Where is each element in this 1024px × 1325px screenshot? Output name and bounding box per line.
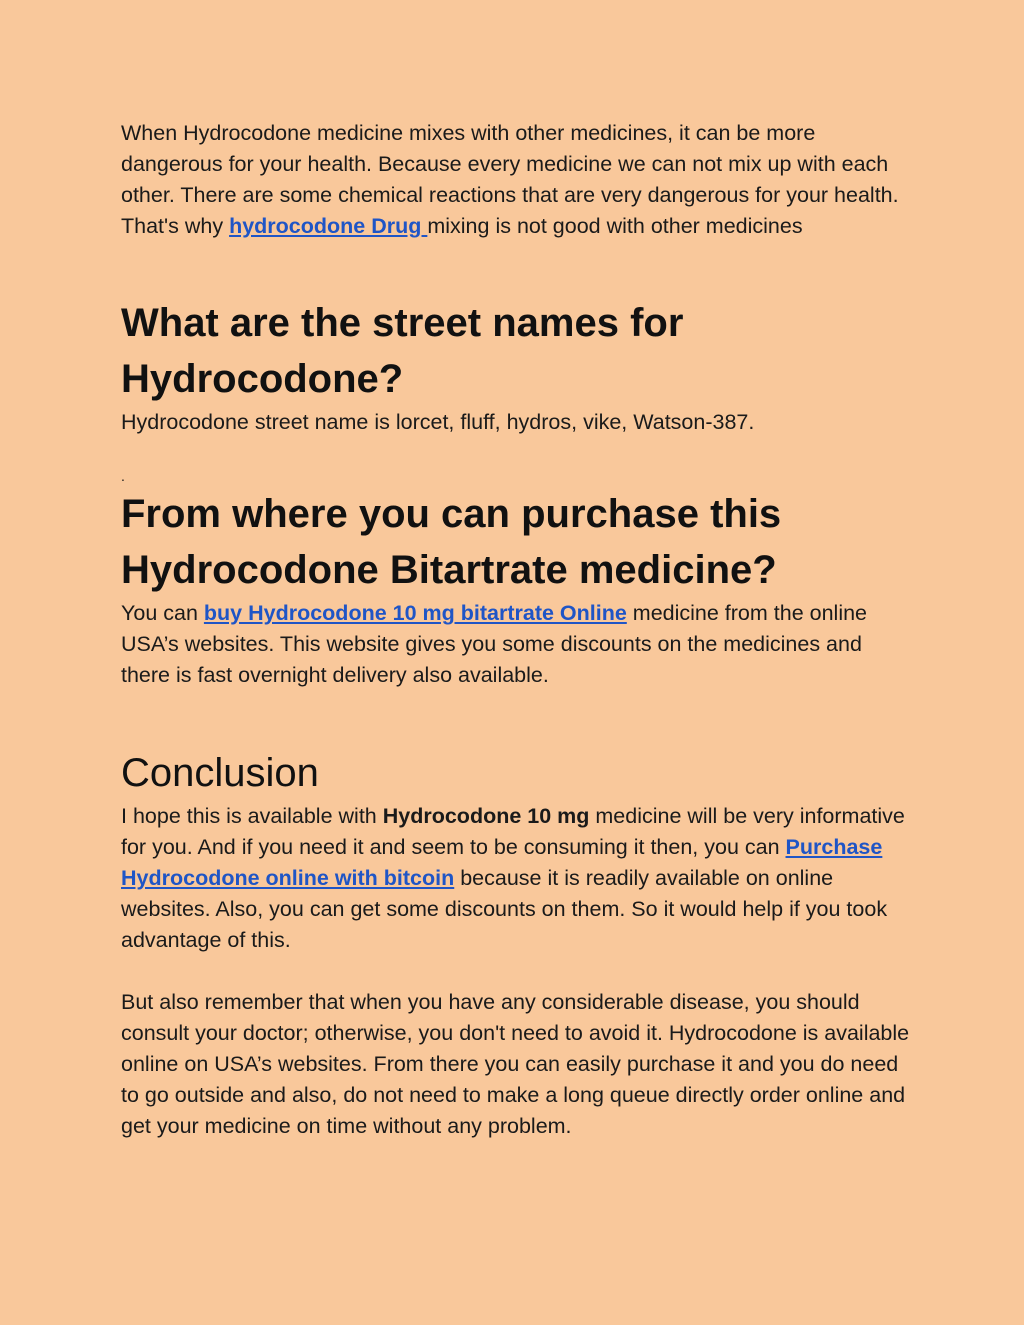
conclusion-paragraph: I hope this is available with Hydrocodone 10 mg medicine will be very informative for you. And if you need it and seem to be consuming it then, you can Purchase Hydrocodone online with bitcoin because it is readily available on online websites. Also, you can get some discounts on them. So it would help if you took advantage of this.: [121, 804, 905, 952]
purchase-bitcoin-link[interactable]: Purchase Hydrocodone online with bitcoin: [121, 835, 883, 890]
purchase-paragraph: You can buy Hydrocodone 10 mg bitartrate Online medicine from the online USA’s websites. This website gives you some discounts on the medicines and there is fast overnight delivery also available.: [121, 601, 868, 687]
hydrocodone-10mg-bold: Hydrocodone 10 mg: [382, 804, 590, 828]
hydrocodone-drug-link[interactable]: hydrocodone Drug: [229, 214, 428, 238]
street-names-heading: What are the street names for Hydrocodone?: [121, 301, 684, 401]
final-paragraph: But also remember that when you have any considerable disease, you should consult your doctor; otherwise, you don't need to avoid it. Hydrocodone is available online on USA’s websites. From there you can easily purchase it and you do need to go outside and also, do not need to make a long queue directly order online and get your medicine on time without any problem.: [121, 990, 910, 1138]
document-content: [121, 118, 911, 1142]
street-names-paragraph: Hydrocodone street name is lorcet, fluff, hydros, vike, Watson-387.: [121, 410, 755, 434]
stray-dot: .: [121, 468, 125, 484]
purchase-heading: From where you can purchase this Hydrocodone Bitartrate medicine?: [121, 492, 782, 592]
conclusion-heading: Conclusion: [121, 751, 319, 795]
intro-paragraph: When Hydrocodone medicine mixes with other medicines, it can be more dangerous for your health. Because every medicine we can not mix up with each other. There are some chemical reactions that are very dangerous for your health. That's why hydrocodone Drug mixing is not good with other medicines: [121, 121, 899, 238]
buy-hydrocodone-link[interactable]: buy Hydrocodone 10 mg bitartrate Online: [203, 601, 627, 625]
